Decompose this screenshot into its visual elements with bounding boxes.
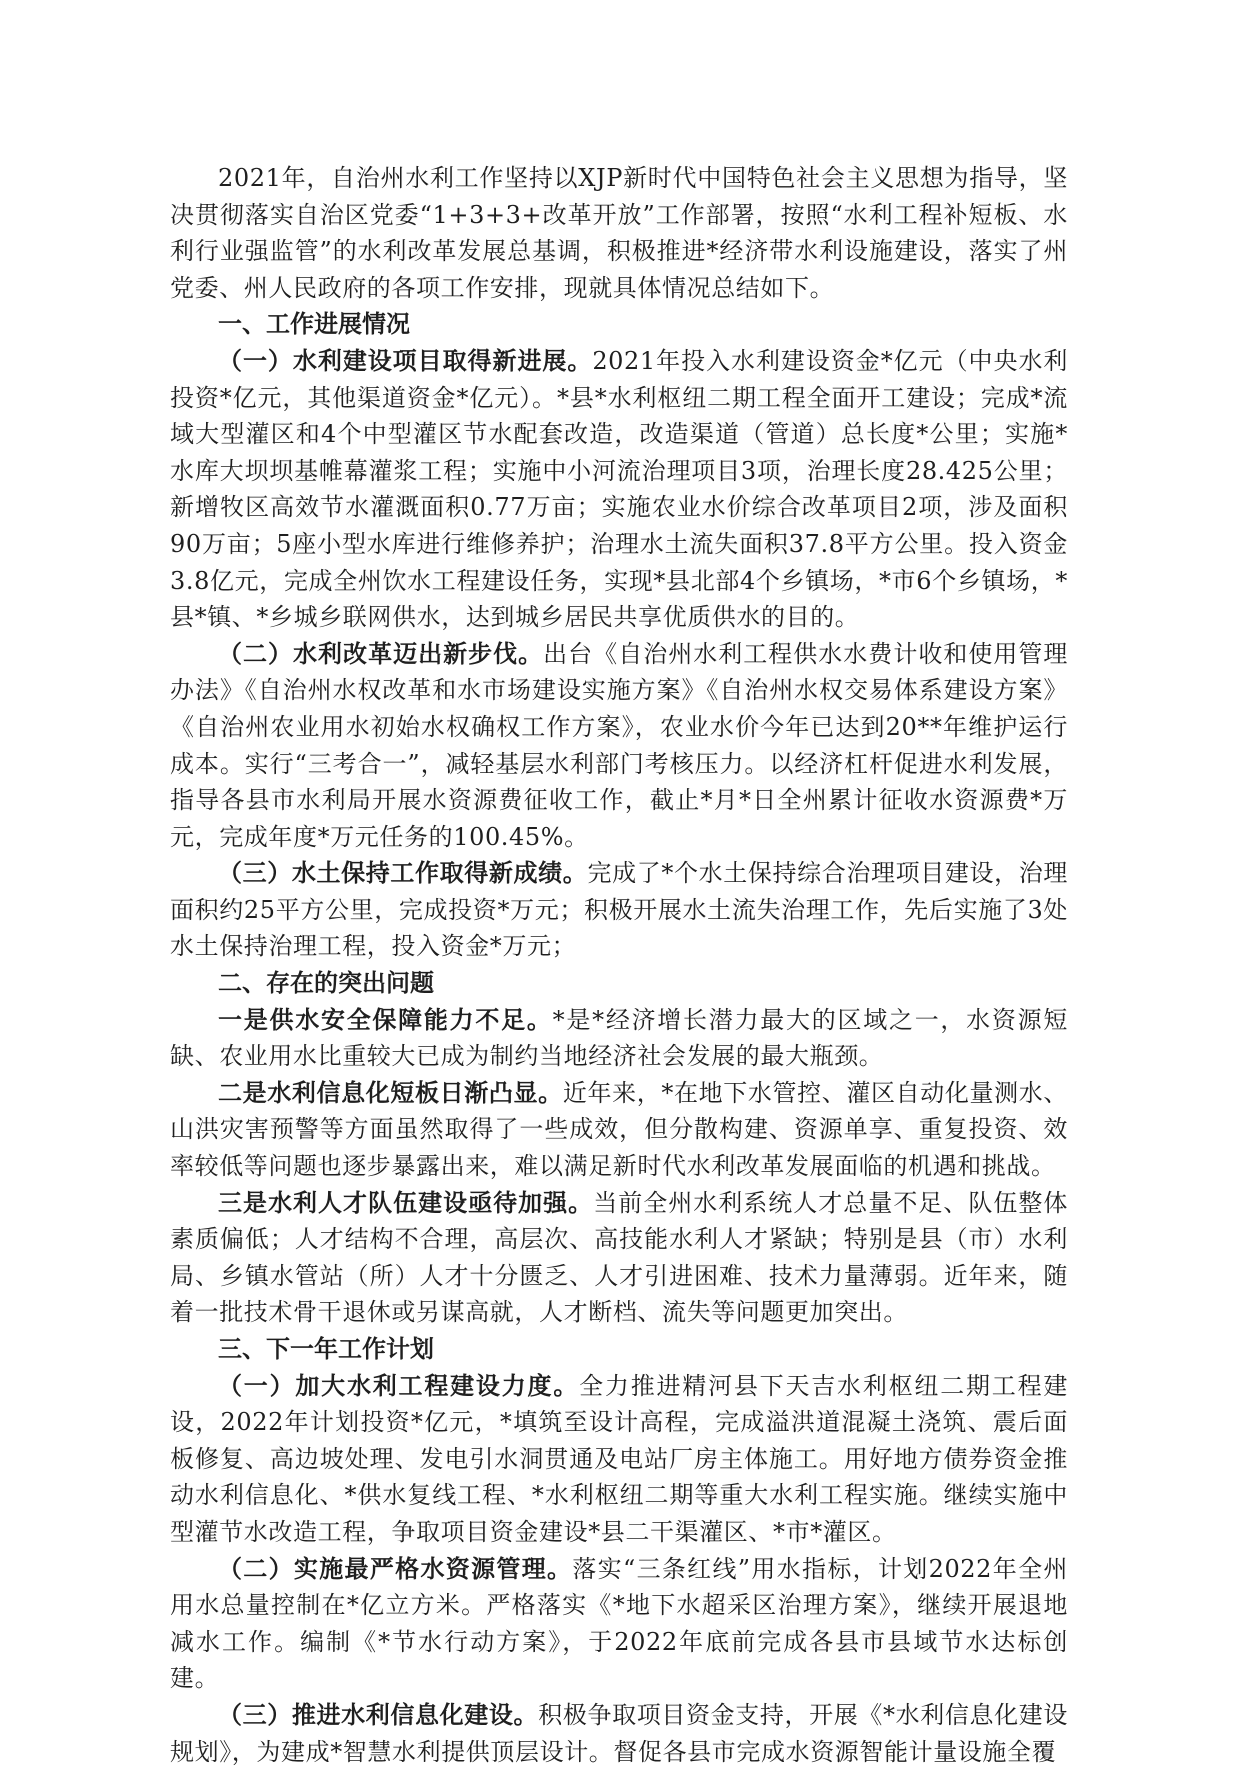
- section-heading: 一、工作进展情况: [218, 309, 410, 339]
- paragraph: [170, 855, 1068, 965]
- paragraph-text: 完成了*个水土保持综合治理项目建设，治理面积约25平方公里，完成投资*万元；积极开展水土流失治理工作，先后实施了3处水土保持治理工程，投入资金*万元；: [170, 859, 1069, 961]
- section-heading: 三、下一年工作计划: [218, 1334, 434, 1363]
- document-page: [170, 160, 1068, 1770]
- paragraph: [170, 343, 1068, 636]
- paragraph-lead: 三是水利人才队伍建设亟待加强。: [218, 1187, 594, 1217]
- paragraph-text: 出台《自治州水利工程供水水费计收和使用管理办法》《自治州水权改革和水市场建设实施方案》《自治州水权交易体系建设方案》《自治州农业用水初始水权确权工作方案》，农业水价今年已达到20**年维护运行成本。实行“三考合一”，减轻基层水利部门考核压力。以经济杠杆促进水利发展，指导各县市水利局开展水资源费征收工作，截止*月*日全州累计征收水资源费*万元，完成年度*万元任务的100.45%。: [170, 639, 1068, 851]
- paragraph-text: 当前全州水利系统人才总量不足、队伍整体素质偏低；人才结构不合理，高层次、高技能水利人才紧缺；特别是县（市）水利局、乡镇水管站（所）人才十分匮乏、人才引进困难、技术力量薄弱。近年来，随着一批技术骨干退休或另谋高就，人才断档、流失等问题更加突出。: [170, 1188, 1069, 1327]
- paragraph: [170, 1697, 1068, 1770]
- paragraph-lead: （一）加大水利工程建设力度。: [218, 1370, 580, 1400]
- paragraph-lead: （三）推进水利信息化建设。: [218, 1699, 539, 1729]
- paragraph: [170, 1185, 1068, 1331]
- intro-paragraph: 2021年，自治州水利工作坚持以XJP新时代中国特色社会主义思想为指导，坚决贯彻落实自治区党委“1+3+3+改革开放”工作部署，按照“水利工程补短板、水利行业强监管”的水利改革发展总基调，积极推进*经济带水利设施建设，落实了州党委、州人民政府的各项工作安排，现就具体情况总结如下。: [170, 164, 1068, 302]
- paragraph-lead: 一是供水安全保障能力不足。: [218, 1004, 553, 1034]
- paragraph-lead: 二是水利信息化短板日渐凸显。: [218, 1077, 563, 1107]
- paragraph-text: *是*经济增长潜力最大的区域之一，水资源短缺、农业用水比重较大已成为制约当地经济社会发展的最大瓶颈。: [170, 1005, 1068, 1071]
- paragraph-lead: （二）水利改革迈出新步伐。: [218, 638, 544, 668]
- paragraph-text: 全力推进精河县下天吉水利枢纽二期工程建设，2022年计划投资*亿元，*填筑至设计高程，完成溢洪道混凝土浇筑、震后面板修复、高边坡处理、发电引水洞贯通及电站厂房主体施工。用好地方债券资金推动水利信息化、*供水复线工程、*水利枢纽二期等重大水利工程实施。继续实施中型灌节水改造工程，争取项目资金建设*县二干渠灌区、*市*灌区。: [170, 1371, 1068, 1546]
- paragraph-text: 积极争取项目资金支持，开展《*水利信息化建设规划》，为建成*智慧水利提供顶层设计。督促各县市完成水资源智能计量设施全覆: [170, 1700, 1068, 1766]
- paragraph: [170, 1002, 1068, 1075]
- paragraph-lead: （一）水利建设项目取得新进展。: [218, 345, 593, 375]
- paragraph: [170, 636, 1068, 856]
- paragraph: [170, 1075, 1068, 1185]
- paragraph-lead: （三）水土保持工作取得新成绩。: [218, 858, 588, 888]
- paragraph-text: 近年来，*在地下水管控、灌区自动化量测水、山洪灾害预警等方面虽然取得了一些成效，但分散构建、资源单享、重复投资、效率较低等问题也逐步暴露出来，难以满足新时代水利改革发展面临的机遇和挑战。: [170, 1078, 1068, 1181]
- section-heading: 二、存在的突出问题: [218, 968, 434, 998]
- paragraph: [170, 1551, 1068, 1697]
- paragraph-text: 落实“三条红线”用水指标，计划2022年全州用水总量控制在*亿立方米。严格落实《*地下水超采区治理方案》，继续开展退地减水工作。编制《*节水行动方案》，于2022年底前完成各县市县域节水达标创建。: [170, 1554, 1068, 1693]
- paragraph-lead: （二）实施最严格水资源管理。: [218, 1553, 573, 1583]
- paragraph-text: 2021年投入水利建设资金*亿元（中央水利投资*亿元，其他渠道资金*亿元）。*县*水利枢纽二期工程全面开工建设；完成*流域大型灌区和4个中型灌区节水配套改造，改造渠道（管道）总长度*公里；实施*水库大坝坝基帷幕灌浆工程；实施中小河流治理项目3项，治理长度28.425公里；新增牧区高效节水灌溉面积0.77万亩；实施农业水价综合改革项目2项，涉及面积90万亩；5座小型水库进行维修养护；治理水土流失面积37.8平方公里。投入资金3.8亿元，完成全州饮水工程建设任务，实现*县北部4个乡镇场，*市6个乡镇场，*县*镇、*乡城乡联网供水，达到城乡居民共享优质供水的目的。: [170, 346, 1068, 632]
- paragraph: [170, 1368, 1068, 1551]
